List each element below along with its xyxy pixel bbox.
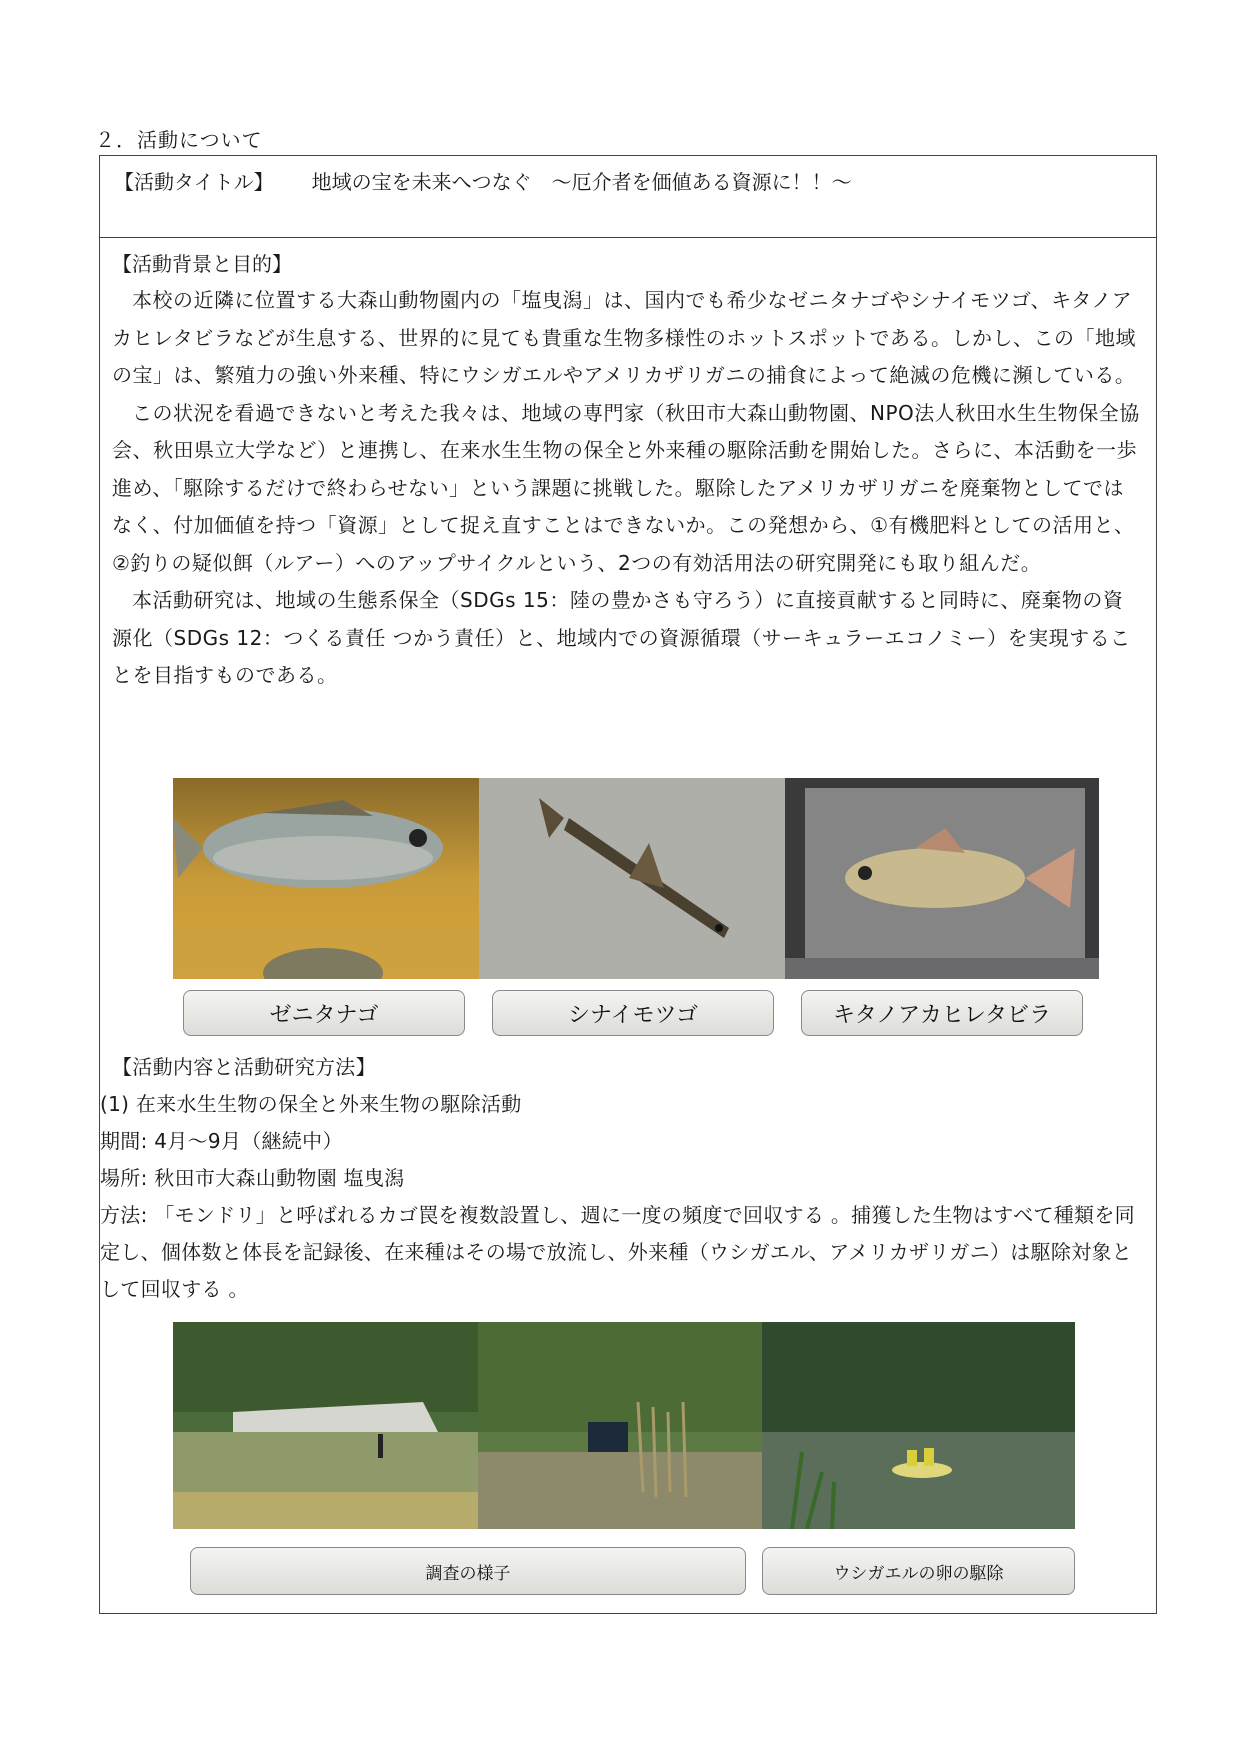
fish-caption-1: ゼニタナゴ: [183, 990, 465, 1036]
survey-caption-1: 調査の様子: [190, 1547, 746, 1595]
survey-photo-3: [762, 1322, 1075, 1529]
title-row: [100, 156, 1156, 238]
fish-caption-3: キタノアカヒレタビラ: [801, 990, 1083, 1036]
background-paragraph-1: 本校の近隣に位置する大森山動物園内の「塩曳潟」は、国内でも希少なゼニタナゴやシナイモツゴ、キタノアカヒレタビラなどが生息する、世界的に見ても貴重な生物多様性のホットスポットである。しかし、この「地域の宝」は、繁殖力の強い外来種、特にウシガエルやアメリカザリガニの捕食によって絶滅の危機に瀕している。: [112, 288, 1136, 387]
fish-caption-2: シナイモツゴ: [492, 990, 774, 1036]
fish-photo-kitanoakahiretabira: [785, 778, 1099, 979]
survey-photo-2: [478, 1322, 762, 1529]
activity-heading: 【活動内容と活動研究方法】: [112, 1055, 376, 1079]
background-heading: 【活動背景と目的】: [112, 252, 292, 276]
section-heading: ２．活動について: [95, 128, 263, 152]
background-paragraph-3: 本活動研究は、地域の生態系保全（SDGs 15：陸の豊かさも守ろう）に直接貢献すると同時に、廃棄物の資源化（SDGs 12：つくる責任 つかう責任）と、地域内での資源循環（サーキュラーエコノミー）を実現することを目指すものである。: [112, 588, 1131, 687]
survey-photo-1: [173, 1322, 478, 1529]
background-paragraph-2: この状況を看過できないと考えた我々は、地域の専門家（秋田市大森山動物園、NPO法人秋田水生生物保全協会、秋田県立大学など）と連携し、在来水生生物の保全と外来種の駆除活動を開始した。さらに、本活動を一歩進め、「駆除するだけで終わらせない」という課題に挑戦した。駆除したアメリカザリガニを廃棄物としてではなく、付加価値を持つ「資源」として捉え直すことはできないか。この発想から、①有機肥料としての活用と、②釣りの疑似餌（ルアー）へのアップサイクルという、2つの有効活用法の研究開発にも取り組んだ。: [112, 400, 1140, 575]
activity-title: 地域の宝を未来へつなぐ ～厄介者を価値ある資源に！！～: [311, 170, 852, 194]
background-section: [112, 246, 1142, 695]
activity-item-title: (1) 在来水生生物の保全と外来生物の駆除活動: [100, 1092, 522, 1116]
activity-frame: [99, 155, 1157, 1614]
fish-photo-shinaimotsugo: [479, 778, 785, 979]
activity-period: 期間: 4月～9月（継続中）: [100, 1129, 343, 1153]
survey-caption-2: ウシガエルの卵の駆除: [762, 1547, 1075, 1595]
survey-photo-row: [173, 1322, 1075, 1529]
activity-method: 方法: 「モンドリ」と呼ばれるカゴ罠を複数設置し、週に一度の頻度で回収する 。捕獲した生物はすべて種類を同定し、個体数と体長を記録後、在来種はその場で放流し、外来種（ウシガエル、アメリカザリガニ）は駆除対象として回収する 。: [100, 1203, 1135, 1301]
fish-photo-zenitanago: [173, 778, 479, 979]
activity-section: [100, 1049, 1140, 1308]
fish-photo-row: [173, 778, 1099, 979]
activity-place: 場所: 秋田市大森山動物園 塩曳潟: [100, 1166, 405, 1190]
title-label: 【活動タイトル】: [114, 170, 274, 194]
